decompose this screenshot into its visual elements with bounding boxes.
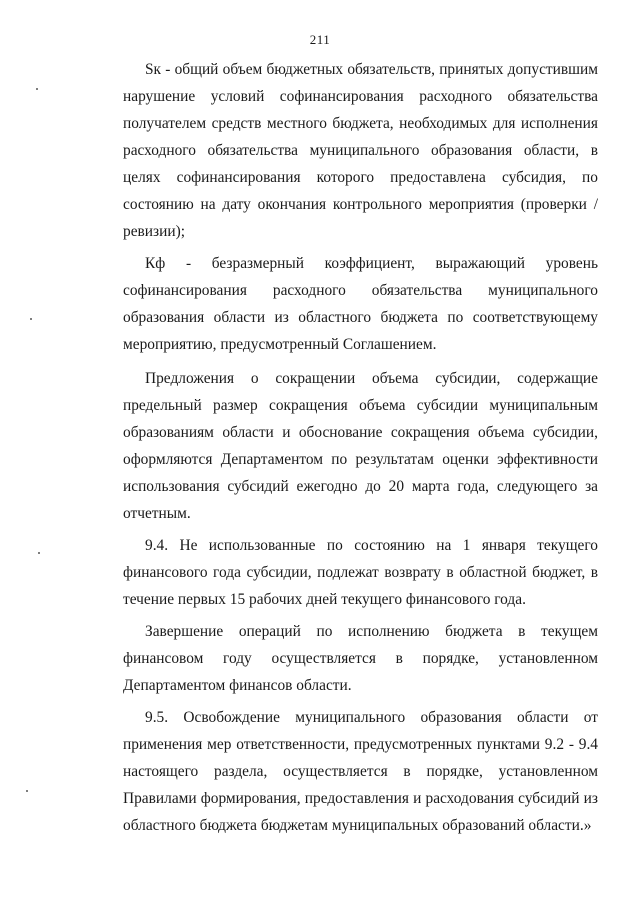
paragraph-reduction-proposals: Предложения о сокращении объема субсидии, содержащие предельный размер сокращения объема субсидии муниципальным образованиям области и обоснование сокращения объема субсидии, оформляются Департаментом по результатам оценки эффективности использования субсидий ежегодно до 20 марта года, следующего за отчетным. (123, 370, 598, 522)
document-body (123, 56, 598, 839)
scan-speck (30, 318, 32, 320)
scan-speck (38, 552, 40, 554)
page-number: 211 (309, 32, 331, 47)
paragraph-kf-definition: Кф - безразмерный коэффициент, выражающий уровень софинансирования расходного обязательства муниципального образования области из областного бюджета по соответствующему мероприятию, предусмотренный Соглашением. (123, 255, 598, 353)
paragraph-sk-definition: Sк - общий объем бюджетных обязательств, принятых допустившим нарушение условий софинансирования расходного обязательства получателем средств местного бюджета, необходимых для исполнения расходного обязательства муниципального образования области, в целях софинансирования которого предоставлена субсидия, по состоянию на дату окончания контрольного мероприятия (проверки /ревизии); (123, 61, 598, 240)
scan-speck (36, 88, 38, 90)
paragraph-budget-completion: Завершение операций по исполнению бюджета в текущем финансовом году осуществляется в порядке, установленном Департаментом финансов области. (123, 623, 598, 694)
scan-speck (26, 790, 28, 792)
paragraph-section-9-4: 9.4. Не использованные по состоянию на 1 января текущего финансового года субсидии, подлежат возврату в областной бюджет, в течение первых 15 рабочих дней текущего финансового года. (123, 537, 598, 608)
paragraph-section-9-5: 9.5. Освобождение муниципального образования области от применения мер ответственности, предусмотренных пунктами 9.2 - 9.4 настоящего раздела, осуществляется в порядке, установленном Правилами формирования, предоставления и расходования субсидий из областного бюджета бюджетам муниципальных образований области.» (123, 709, 598, 834)
